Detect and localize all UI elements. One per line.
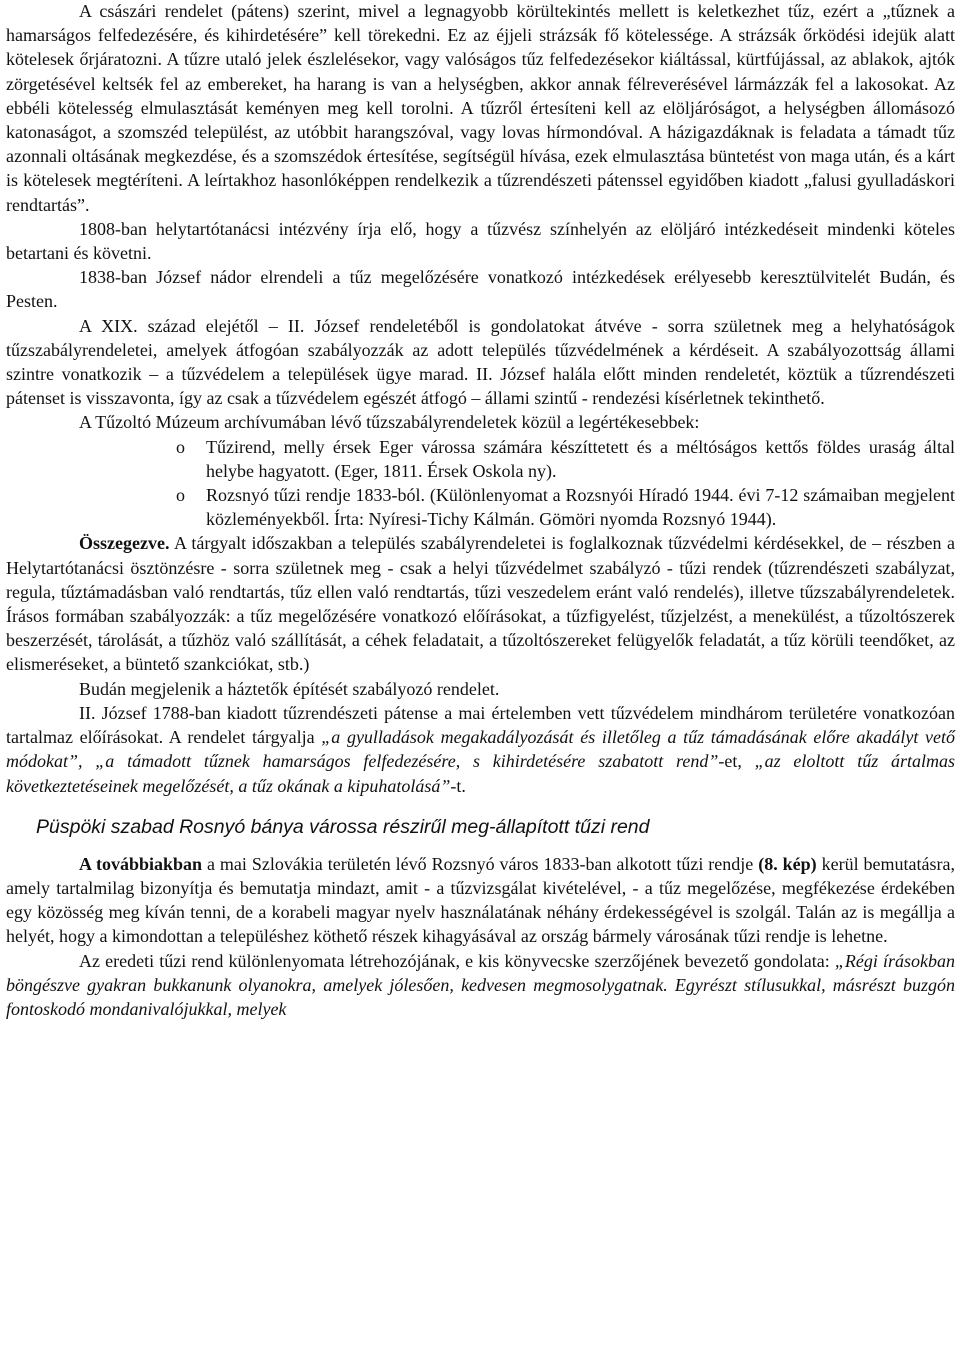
summary-text: A tárgyalt időszakban a település szabályrendeletei is foglalkoznak tűzvédelmi kérdésekkel, de – részben a Helytartótanácsi ösztönzésre - sorra születnek meg - csak a helyi tűzvédelmet szabályzó - tűzi rendek (tűzrendészeti szabályzat, regula, tűztámadásban való rendtartás, tűz ellen való rendtartás, tűzi veszedelem eránt való rendelés), illetve tűzszabályrendeletek. Írásos formában szabályozzák: a tűz megelőzésére vonatkozó előírásokat, a tűzfigyelést, tűzjelzést, a menekülést, a tűzoltószerek beszerzését, tárolását, a tűzhöz való szállítását, a céhek feladatait, a tűzoltószereket felügyelők feladatát, a tűz körüli teendőket, az elismeréseket, a büntető szankciókat, stb.) [6, 533, 955, 675]
bullet-marker: o [176, 436, 185, 457]
list-item-text: Rozsnyó tűzi rendje 1833-ból. (Különlenyomat a Rozsnyói Híradó 1944. évi 7-12 számaiban megjelent közleményekből. Írta: Nyíresi-Tichy Kálmán. Gömöri nyomda Rozsnyó 1944). [206, 485, 955, 530]
summary-label: Összegezve. [79, 533, 170, 554]
paragraph-buda-roofs: Budán megjelenik a háztetők építését szabályozó rendelet. [79, 678, 500, 699]
rozsnyo-text-cont: kerül bemutatásra, amely tartalmilag bizonyítja és bemutatja mindazt, amit - a tűzvizsgálat kivételével, - a tűz megelőzése, megfékezése érdekében egy közösség meg kíván tenni, de a korabeli magyar nyelv használatának néhány érdekességével is szolgál. Talán az is megállja a helyét, hogy a kimondottan a településhez köthető részek kihagyásával az ország bármely városának tűzi rendje is lehetne. [6, 853, 955, 947]
patent-text-end: -t. [450, 775, 466, 796]
bullet-marker: o [176, 485, 185, 506]
paragraph-museum-archive: A Tűzoltó Múzeum archívumában lévő tűzszabályrendeletek közül a legértékesebbek: [79, 412, 700, 433]
rozsnyo-lead: A továbbiakban [79, 853, 202, 874]
list-item [6, 435, 955, 483]
section-heading: Püspöki szabad Rosnyó bánya várossa részirűl meg-állapított tűzi rend [36, 815, 650, 838]
paragraph-rozsnyo-intro [6, 852, 955, 949]
paragraph-19th-century: A XIX. század elejétől – II. József rendeletéből is gondolatokat átvéve - sorra születnek meg a helyhatóságok tűzszabályrendeletei, amelyek átfogóan szabályozzák az adott település tűzvédelmének a kérdéseit. A szabályozottság állami szintre vonatkozik – a tűzvédelem a települések ügye marad. II. József halála előtt minden rendeletét, köztük a tűzrendészeti pátenset is visszavonta, így az csak a tűzvédelem egészét átfogó – állami szintű - rendezési kísérletnek tekinthető. [6, 315, 955, 409]
paragraph-1788-patent [6, 701, 955, 798]
paragraph-patent-watchmen: A császári rendelet (pátens) szerint, mivel a legnagyobb körültekintés mellett is keletkezhet tűz, ezért a „tűznek a hamarságos felfedezésére, és kihirdetésére” kell törekedni. Ez az éjjeli strázsák fő kötelessége. A strázsák őrködési idejük alatt kötelesek őrjáratozni. A tűzre utaló jelek észlelésekor, vagy valóságos tűz felfedezésekor kiáltással, kürtfújással, az ablakok, ajtók zörgetésével keltsék fel az embereket, ha harang is van a helységben, akkor annak félreverésével lármázzák fel a lakosokat. Az ebbéli kötelesség elmulasztását keményen meg kell torolni. A tűzről értesíteni kell az elöljáróságot, a helységben állomásozó katonaságot, a szomszéd települést, az utóbbit harangszóval, vagy lovas hírmondóval. A házigazdáknak is feladata a támadt tűz azonnali oltásának megkezdése, és a szomszédok értesítése, segítségül hívása, ezek elmulasztása büntetést von maga után, és a kárt is kötelesek megtéríteni. A leírtakhoz hasonlóképpen rendelkezik a tűzrendészeti pátenssel egyidőben kiadott „falusi gyulladáskori rendtartás”. [6, 1, 955, 215]
patent-quote-2: „az eloltott tűz ártalmas következtetéseinek megelőzését, a tűz okának a kipuhatolásá” [6, 751, 956, 796]
figure-reference: (8. kép) [758, 853, 817, 874]
author-quote: „Régi írásokban böngészve gyakran bukkanunk olyanokra, amelyek jólesően, kedvesen megmosolygatnak. Egyrészt stílusukkal, másrészt buzgón fontoskodó mondanivalójukkal, melyek [6, 950, 955, 1019]
patent-text: II. József 1788-ban kiadott tűzrendészeti pátense a mai értelemben vett tűzvédelem mindhárom területére vonatkozóan tartalmaz előírásokat. A rendelet tárgyalja [6, 702, 955, 748]
list-item-text: Tűzirend, melly érsek Eger várossa számára készíttetett és a méltóságos kettős földes uraság által helybe hagyatott. (Eger, 1811. Érsek Oskola ny). [206, 436, 955, 481]
rozsnyo-text: a mai Szlovákia területén lévő Rozsnyó város 1833-ban alkotott tűzi rendje [202, 853, 759, 874]
author-text: Az eredeti tűzi rend különlenyomata létrehozójának, e kis könyvecske szerzőjének bevezető gondolata: [79, 950, 835, 971]
patent-text-suffix: -et, [718, 751, 755, 772]
regulations-list [6, 435, 955, 532]
paragraph-author-quote [6, 949, 955, 1022]
paragraph-1838-palatine: 1838-ban József nádor elrendeli a tűz megelőzésére vonatkozó intézkedések erélyesebb keresztülvitelét Budán, és Pesten. [6, 267, 955, 312]
list-item [6, 483, 955, 531]
patent-quote-1: „a gyulladások megakadályozását és illetőleg a tűz támadásának előre akadályt vető módokat”, „a támadott tűznek hamarságos felfedezésére, s kihirdetésére szabatott rend” [6, 727, 955, 772]
paragraph-summary [6, 531, 955, 676]
document-page [6, 0, 955, 1021]
paragraph-1808-decree: 1808-ban helytartótanácsi intézvény írja elő, hogy a tűzvész színhelyén az elöljáró intézkedéseit mindenki köteles betartani és követni. [6, 218, 955, 264]
